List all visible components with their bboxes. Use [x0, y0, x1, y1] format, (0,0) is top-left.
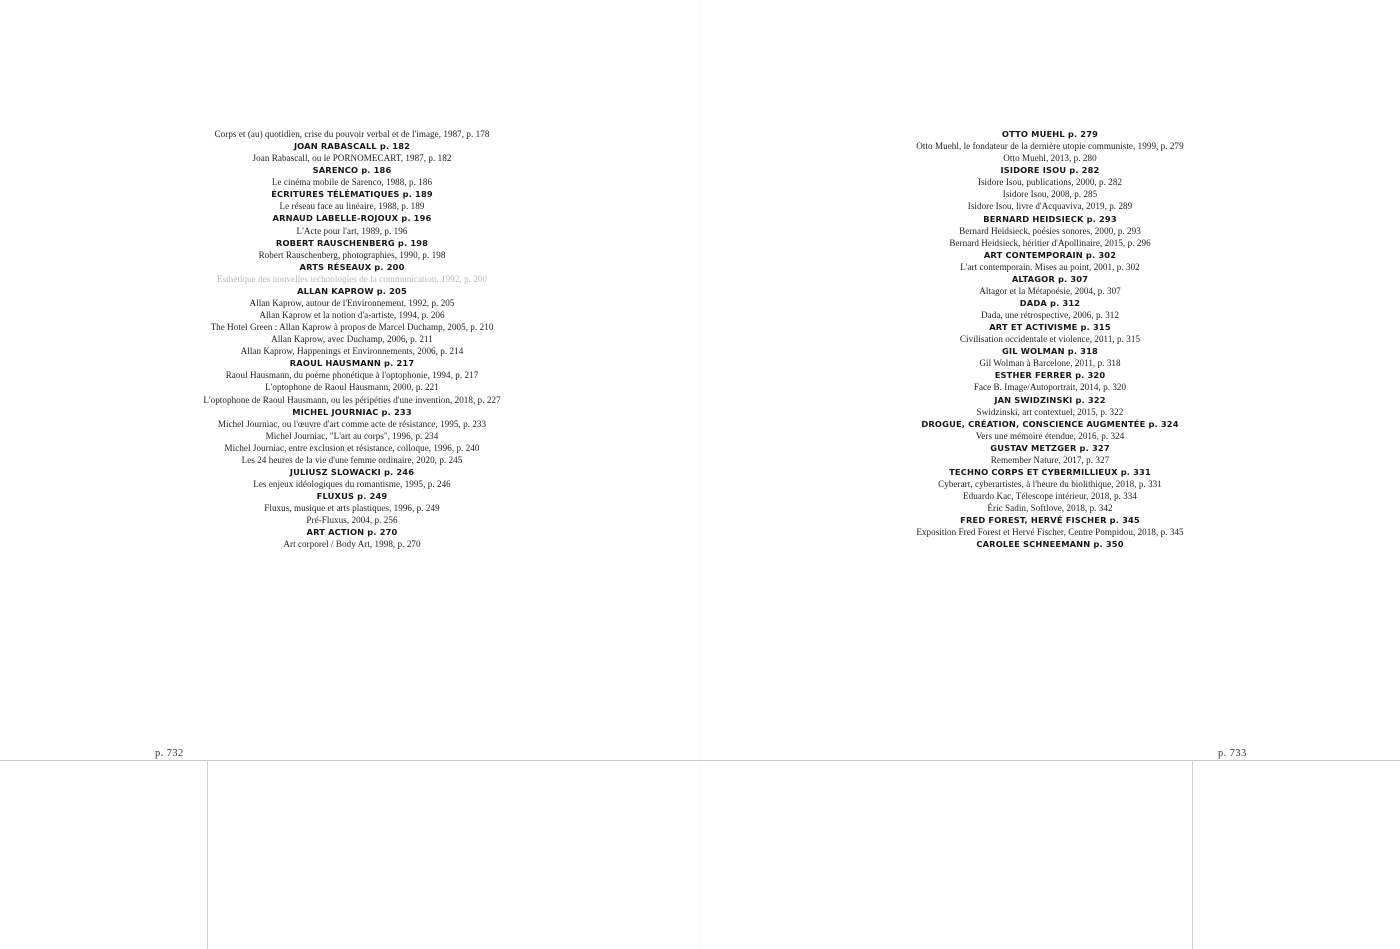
toc-entry: Michel Journiac, entre exclusion et résistance, colloque, 1996, p. 240 — [224, 442, 480, 453]
toc-entry: Civilisation occidentale et violence, 2011, p. 315 — [959, 334, 1141, 345]
toc-section-heading: ARNAUD LABELLE-ROJOUX p. 196 — [272, 213, 432, 224]
footer-tick-right — [1192, 760, 1193, 949]
toc-entry: Otto Muehl, le fondateur de la dernière utopie communiste, 1999, p. 279 — [916, 141, 1184, 152]
toc-entry: Otto Muehl, 2013, p. 280 — [1003, 153, 1097, 164]
toc-entry: Vers une mémoire étendue, 2016, p. 324 — [975, 430, 1125, 441]
toc-entry: L'Acte pour l'art, 1989, p. 196 — [296, 225, 408, 236]
toc-entry: Fluxus, musique et arts plastiques, 1996, p. 249 — [264, 503, 440, 514]
toc-section-heading: DROGUE, CRÉATION, CONSCIENCE AUGMENTÉE p. 324 — [921, 418, 1179, 429]
toc-section-heading: OTTO MUEHL p. 279 — [1001, 129, 1099, 139]
toc-section-heading: JULIUSZ SLOWACKI p. 246 — [289, 467, 415, 478]
toc-section-heading: ÉCRITURES TÉLÉMATIQUES p. 189 — [271, 189, 433, 200]
toc-section-heading: TECHNO CORPS ET CYBERMILLIEUX p. 331 — [949, 466, 1151, 477]
toc-entry: L'optophone de Raoul Hausmann, ou les péripéties d'une invention, 2018, p. 227 — [203, 394, 501, 405]
toc-section-heading: ISIDORE ISOU p. 282 — [1000, 165, 1100, 176]
toc-section-heading: ROBERT RAUSCHENBERG p. 198 — [275, 237, 429, 248]
toc-entry: L'optophone de Raoul Hausmann, 2000, p. 221 — [265, 382, 439, 393]
footer-tick-left — [207, 760, 208, 949]
toc-entry: Les 24 heures de la vie d'une femme ordinaire, 2020, p. 245 — [241, 454, 463, 465]
toc-entry: Isidore Isou, 2008, p. 285 — [1002, 189, 1098, 200]
toc-section-heading: GUSTAV METZGER p. 327 — [990, 442, 1110, 453]
toc-section-heading: RAOUL HAUSMANN p. 217 — [289, 358, 415, 369]
toc-section-heading: ART ACTION p. 270 — [306, 527, 398, 538]
toc-section-heading: ARTS RÉSEAUX p. 200 — [299, 261, 405, 272]
toc-entry: Eduardo Kac, Télescope intérieur, 2018, p. 334 — [963, 491, 1137, 501]
toc-section-heading: MICHEL JOURNIAC p. 233 — [292, 406, 412, 417]
toc-section-heading: GIL WOLMAN p. 318 — [1002, 346, 1098, 357]
toc-section-heading: FRED FOREST, HERVÉ FISCHER p. 345 — [960, 515, 1140, 526]
toc-section-heading: CAROLEE SCHNEEMANN p. 350 — [976, 539, 1124, 550]
toc-entry: L'art contemporain. Mises au point, 2001, p. 302 — [960, 261, 1140, 272]
toc-section-heading: DADA p. 312 — [1019, 298, 1081, 308]
toc-entry: Michel Journiac, ou l'œuvre d'art comme acte de résistance, 1995, p. 233 — [217, 418, 487, 429]
toc-entry: Swidzinski, art contextuel, 2015, p. 322 — [976, 406, 1124, 417]
toc-entry: Gil Wolman à Barcelone, 2011, p. 318 — [979, 358, 1121, 369]
toc-column-left — [72, 128, 632, 551]
folio-right: p. 733 — [1218, 748, 1247, 759]
toc-entry: Le réseau face au linéaire, 1988, p. 189 — [279, 201, 425, 212]
toc-entry: Robert Rauschenberg, photographies, 1990, p. 198 — [258, 249, 446, 260]
footer-rule — [0, 760, 1400, 761]
toc-entry: Michel Journiac, "L'art au corps", 1996, p. 234 — [265, 430, 439, 441]
right-page — [700, 0, 1400, 949]
toc-entry: The Hotel Green : Allan Kaprow à propos de Marcel Duchamp, 2005, p. 210 — [210, 322, 494, 333]
toc-section-heading: SARENCO p. 186 — [312, 165, 392, 176]
folio-left: p. 732 — [155, 748, 184, 759]
toc-entry: Art corporel / Body Art, 1998, p. 270 — [283, 539, 421, 550]
toc-entry: Exposition Fred Forest et Hervé Fischer, Centre Pompidou, 2018, p. 345 — [916, 527, 1184, 538]
toc-entry: Isidore Isou, livre d'Acquaviva, 2019, p. 289 — [967, 201, 1133, 212]
toc-entry: Allan Kaprow, avec Duchamp, 2006, p. 211 — [271, 334, 433, 345]
toc-section-heading: ALLAN KAPROW p. 205 — [297, 285, 407, 296]
toc-section-heading: ESTHER FERRER p. 320 — [994, 370, 1106, 381]
toc-section-heading: FLUXUS p. 249 — [316, 491, 388, 502]
toc-section-heading: ART ET ACTIVISME p. 315 — [989, 322, 1111, 333]
toc-entry: Esthétique des nouvelles technologies de la communication, 1992, p. 200 — [216, 273, 488, 284]
toc-section-heading: ART CONTEMPORAIN p. 302 — [983, 249, 1117, 260]
toc-entry: Corps et (au) quotidien, crise du pouvoir verbal et de l'image, 1987, p. 178 — [214, 129, 490, 139]
toc-section-heading: BERNARD HEIDSIECK p. 293 — [983, 213, 1117, 224]
toc-entry: Dada, une rétrospective, 2006, p. 312 — [981, 310, 1119, 321]
toc-entry: Altagor et la Métapoésie, 2004, p. 307 — [979, 285, 1121, 296]
toc-column-right — [770, 128, 1330, 550]
toc-section-heading: JOAN RABASCALL p. 182 — [293, 141, 411, 152]
toc-entry: Le cinéma mobile de Sarenco, 1988, p. 186 — [271, 177, 433, 188]
toc-entry: Pré-Fluxus, 2004, p. 256 — [306, 515, 398, 526]
toc-entry: Joan Rabascall, ou le PORNOMECART, 1987, p. 182 — [252, 153, 452, 164]
toc-entry: Isidore Isou, publications, 2000, p. 282 — [977, 177, 1123, 188]
toc-entry: Face B. Image/Autoportrait, 2014, p. 320 — [973, 382, 1127, 393]
toc-entry: Remember Nature, 2017, p. 327 — [990, 454, 1110, 465]
toc-entry: Les enjeux idéologiques du romantisme, 1995, p. 246 — [253, 479, 451, 490]
toc-entry: Éric Sadin, Softlove, 2018, p. 342 — [987, 503, 1113, 514]
toc-entry: Cyberart, cyberartistes, à l'heure du biolithique, 2018, p. 331 — [938, 478, 1162, 489]
toc-entry: Allan Kaprow et la notion d'a-artiste, 1994, p. 206 — [259, 309, 445, 320]
toc-entry: Allan Kaprow, autour de l'Environnement, 1992, p. 205 — [249, 297, 455, 308]
toc-entry: Allan Kaprow, Happenings et Environnements, 2006, p. 214 — [240, 346, 464, 357]
toc-section-heading: JAN SWIDZINSKI p. 322 — [994, 394, 1106, 405]
toc-entry: Bernard Heidsieck, poésies sonores, 2000, p. 293 — [959, 225, 1141, 236]
toc-entry: Raoul Hausmann, du poème phonétique à l'optophonie, 1994, p. 217 — [225, 370, 479, 381]
toc-entry: Bernard Heidsieck, héritier d'Apollinaire, 2015, p. 296 — [949, 237, 1151, 248]
toc-section-heading: ALTAGOR p. 307 — [1011, 273, 1089, 284]
